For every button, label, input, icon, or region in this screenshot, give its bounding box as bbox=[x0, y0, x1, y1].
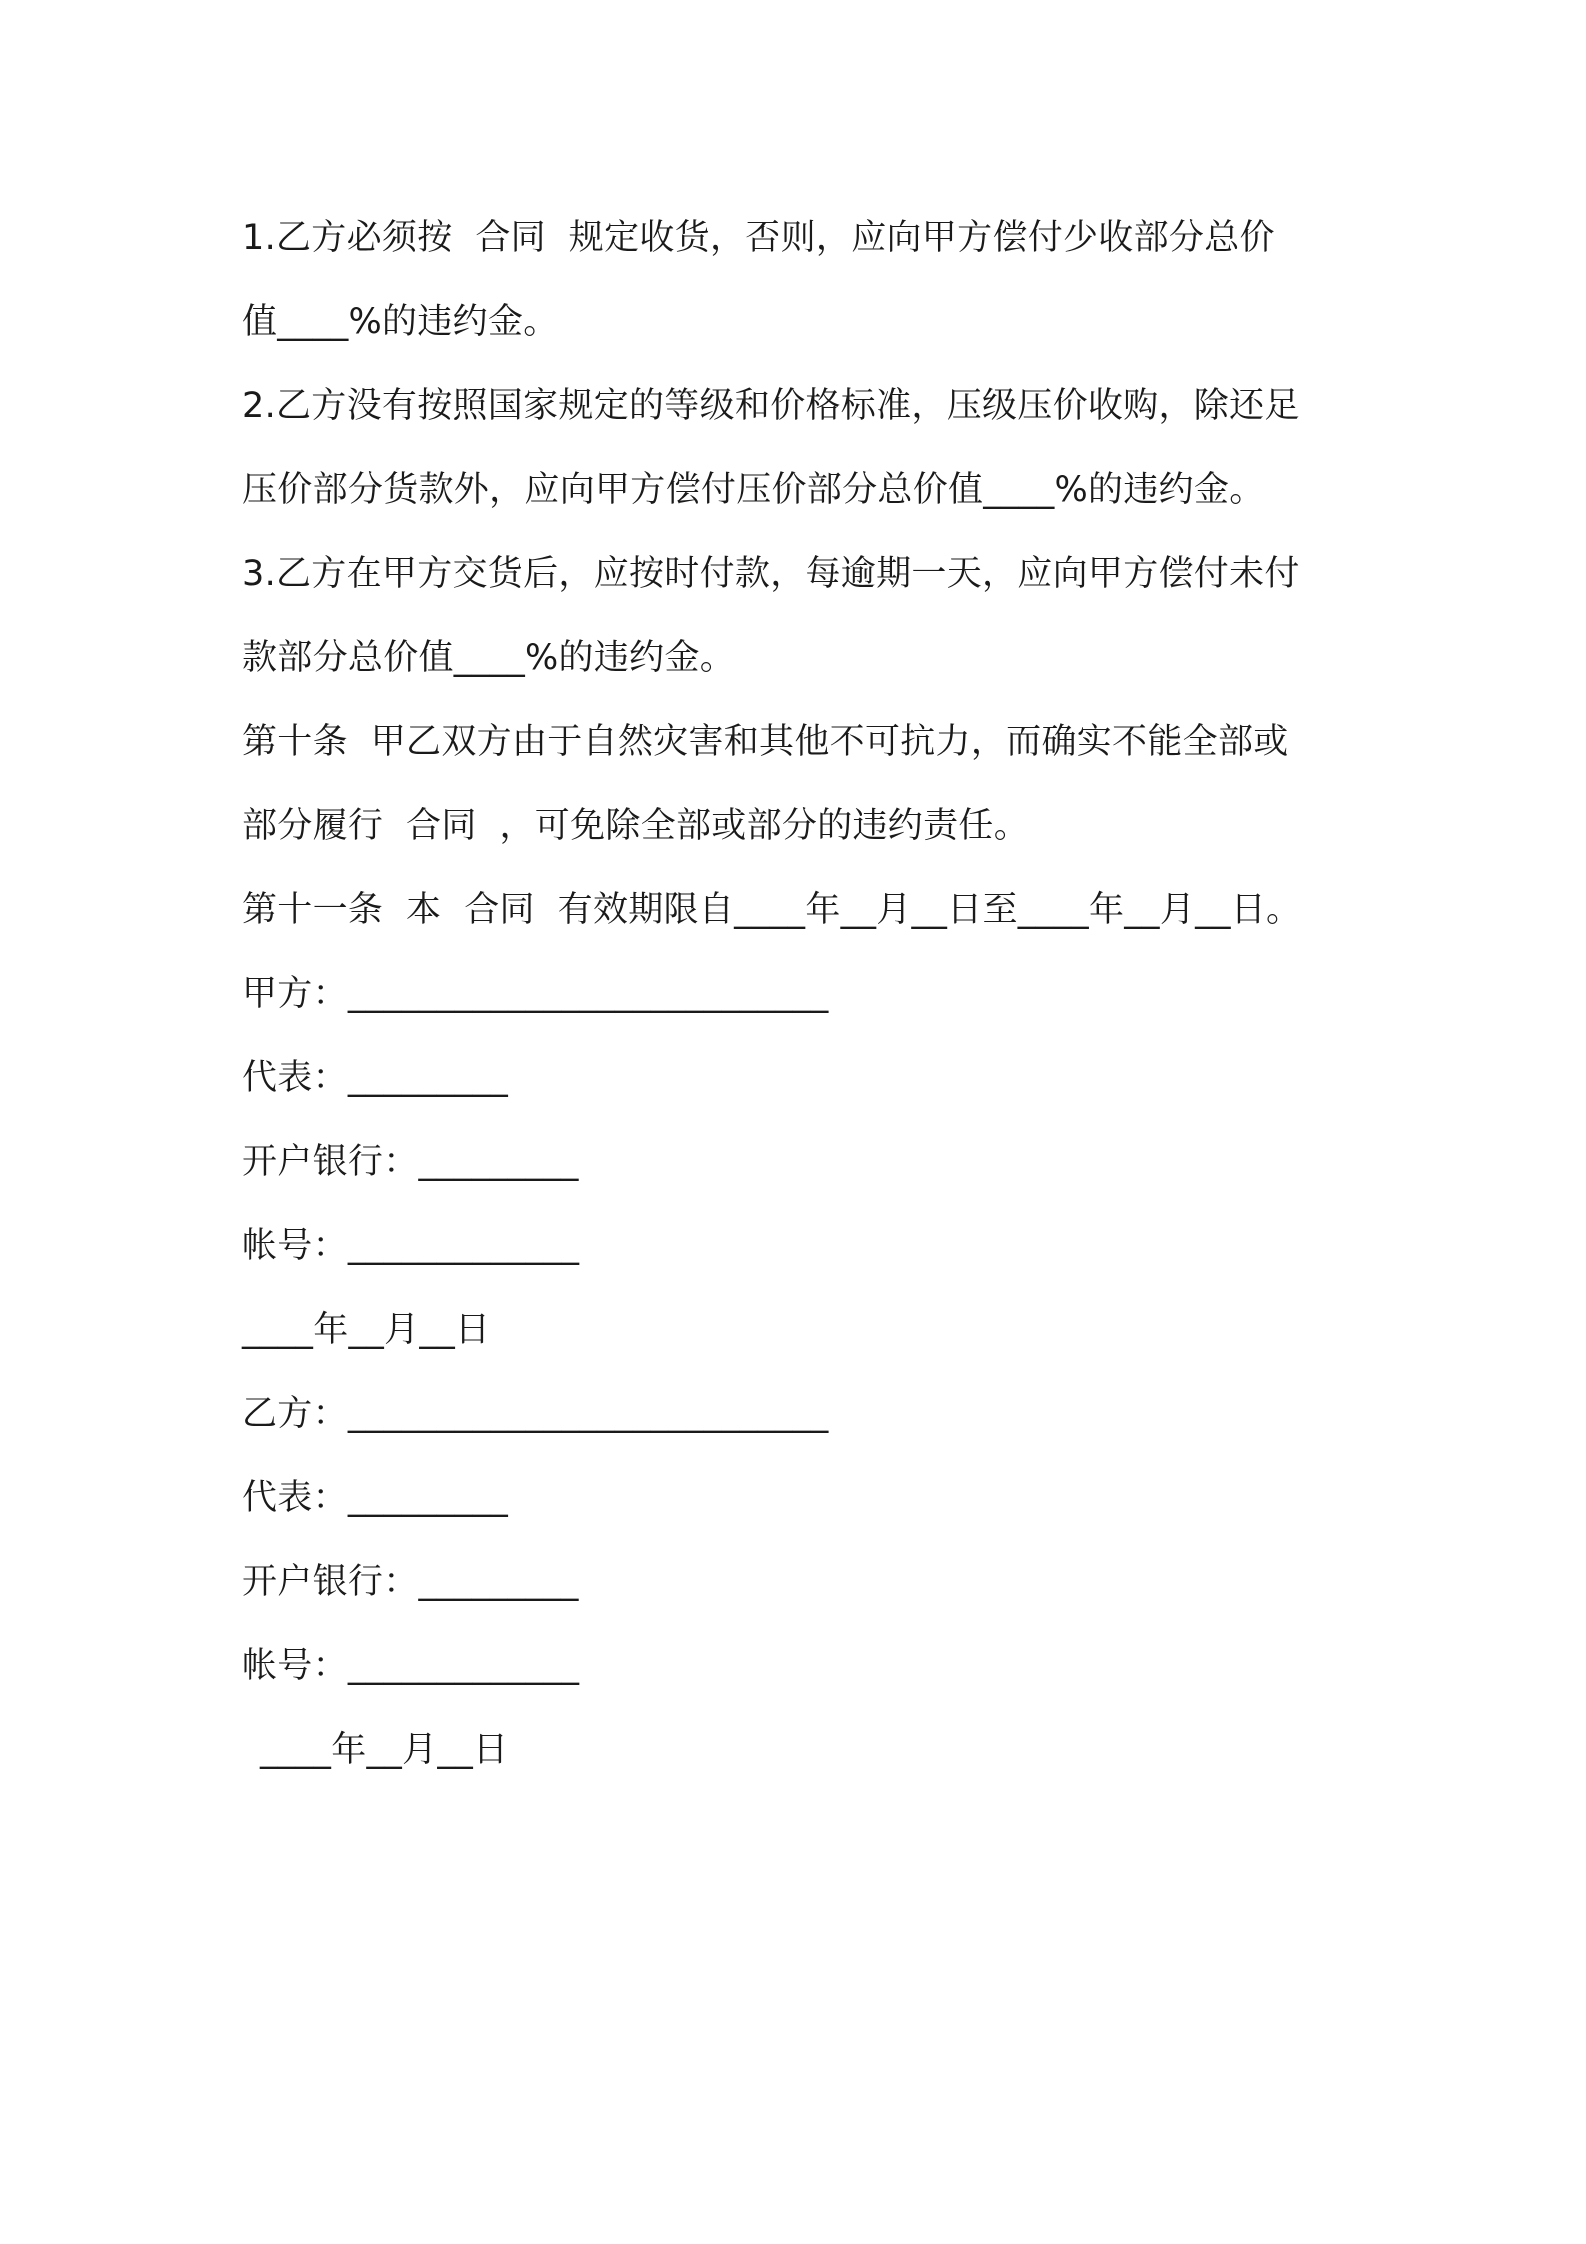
article-10-line-2: 部分履行 合同 ，可免除全部或部分的违约责任。 bbox=[242, 806, 1030, 846]
party-b-name: 乙方：___________________________ bbox=[242, 1394, 829, 1434]
article-10-line-1: 第十条 甲乙双方由于自然灾害和其他不可抗力，而确实不能全部或 bbox=[242, 722, 1289, 762]
party-b-date: ____年__月__日 bbox=[260, 1730, 509, 1770]
clause-1-line-2: 值____%的违约金。 bbox=[242, 302, 559, 342]
clause-1-line-1: 1.乙方必须按 合同 规定收货，否则，应向甲方偿付少收部分总价 bbox=[242, 218, 1275, 258]
party-b-bank: 开户银行：_________ bbox=[242, 1562, 579, 1602]
party-a-name: 甲方：___________________________ bbox=[242, 974, 829, 1014]
party-a-account: 帐号：_____________ bbox=[242, 1226, 580, 1266]
party-a-date: ____年__月__日 bbox=[242, 1310, 491, 1350]
party-a-representative: 代表：_________ bbox=[242, 1058, 509, 1098]
party-b-account: 帐号：_____________ bbox=[242, 1646, 580, 1686]
document-body bbox=[242, 196, 1372, 1792]
party-a-bank: 开户银行：_________ bbox=[242, 1142, 579, 1182]
clause-2-line-2: 压价部分货款外，应向甲方偿付压价部分总价值____%的违约金。 bbox=[242, 470, 1265, 510]
party-b-representative: 代表：_________ bbox=[242, 1478, 509, 1518]
clause-2-line-1: 2.乙方没有按照国家规定的等级和价格标准，压级压价收购，除还足 bbox=[242, 386, 1300, 426]
article-11-line: 第十一条 本 合同 有效期限自____年__月__日至____年__月__日。 bbox=[242, 890, 1302, 930]
clause-3-line-2: 款部分总价值____%的违约金。 bbox=[242, 638, 736, 678]
clause-3-line-1: 3.乙方在甲方交货后，应按时付款，每逾期一天，应向甲方偿付未付 bbox=[242, 554, 1300, 594]
